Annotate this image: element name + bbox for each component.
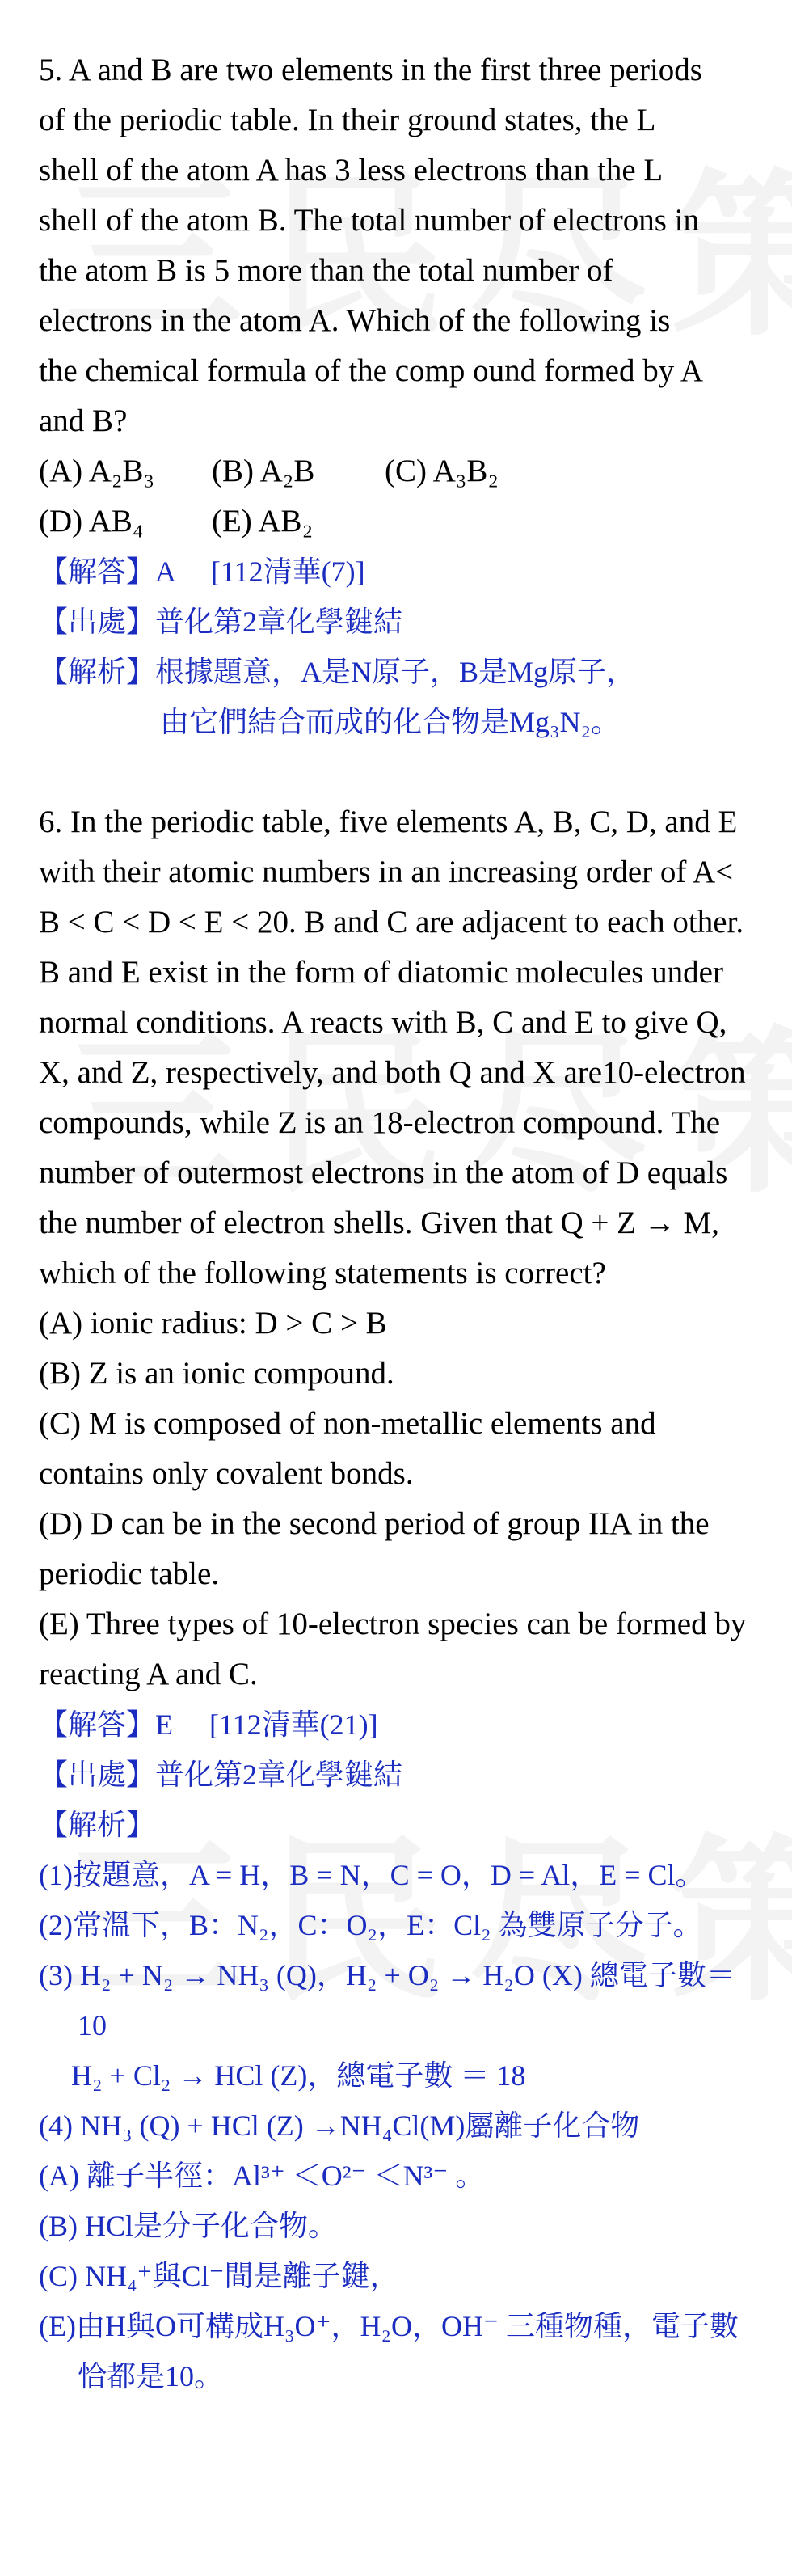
q5-option-c: (C) A₃B₂: [385, 454, 499, 488]
q5-line: electrons in the atom A. Which of the following is: [39, 303, 671, 338]
q6-step: (A) 離子半徑：Al³⁺ ＜O²⁻ ＜N³⁻ 。: [39, 2160, 485, 2192]
q6-option-e: (E) Three types of 10-electron species can be formed by reacting A and C.: [39, 1607, 747, 1691]
q5-answer: 【解答】A [112清華(7)]: [39, 555, 365, 588]
q6-step: (C) NH₄⁺與Cl⁻間是離子鍵，: [39, 2260, 399, 2292]
q6-step: (2)常溫下，B：N₂，C：O₂，E：Cl₂ 為雙原子分子。: [39, 1909, 702, 1941]
q6-stem: 6. In the periodic table, five elements A, B, C, D, and E with their atomic numbers in an increasing order of A< B < C < D < E < 20. B and C are adjacent to each other. B and E exist in the form of diatomic molecules under normal conditions. A reacts with B, C and E to give Q, X, and Z, respectively, and both Q and X are10-electron compounds, while Z is an 18-electron compound. The number of outermost electrons in the atom of D equals the number of electron shells. Given that Q + Z → M, which of the following statements is correct?: [39, 804, 746, 1290]
question-6: [39, 797, 750, 1700]
q5-option-a: (A) A₂B₃: [39, 454, 155, 488]
q6-step: (E)由H與O可構成H₃O⁺，H₂O，OH⁻ 三種物種，電子數恰都是10。: [39, 2310, 739, 2392]
q6-solution: [39, 1700, 750, 2401]
q5-line: and B?: [39, 403, 128, 438]
q5-line: 5. A and B are two elements in the first three periods: [39, 53, 702, 87]
q6-option-d: (D) D can be in the second period of group IIA in the periodic table.: [39, 1506, 710, 1591]
q5-line: the atom B is 5 more than the total number of: [39, 253, 613, 288]
q5-analysis: 【解析】根據題意，A是N原子，B是Mg原子，: [39, 656, 636, 688]
q5-solution: [39, 547, 750, 747]
q5-option-d: (D) AB₄: [39, 504, 144, 538]
q6-option-c: (C) M is composed of non-metallic elements and contains only covalent bonds.: [39, 1406, 656, 1491]
q6-step: H₂ + Cl₂ → HCl (Z)，總電子數 ＝ 18: [71, 2059, 526, 2092]
q6-analysis-label: 【解析】: [39, 1809, 156, 1841]
q5-options-row: [39, 446, 750, 496]
q5-line: the chemical formula of the comp ound formed by A: [39, 353, 704, 388]
q6-step: (4) NH₃ (Q) + HCl (Z) →NH₄Cl(M)屬離子化合物: [39, 2109, 640, 2142]
q6-source: 【出處】普化第2章化學鍵結: [39, 1759, 403, 1791]
q6-answer: 【解答】E [112清華(21)]: [39, 1708, 378, 1741]
question-5: [39, 45, 750, 547]
q6-option-a: (A) ionic radius: D > C > B: [39, 1306, 387, 1341]
q5-options-row: [39, 496, 750, 547]
q5-analysis-cont: 由它們結合而成的化合物是Mg₃N₂。: [160, 706, 621, 738]
spacer: [39, 747, 750, 797]
q5-line: of the periodic table. In their ground states, the L: [39, 103, 656, 137]
q5-source: 【出處】普化第2章化學鍵結: [39, 606, 403, 638]
q6-step: (3) H₂ + N₂ → NH₃ (Q)，H₂ + O₂ → H₂O (X) 總電子數＝10: [39, 1959, 735, 2042]
q6-step: (B) HCl是分子化合物。: [39, 2210, 338, 2242]
q5-option-b: (B) A₂B: [212, 454, 315, 488]
q5-option-e: (E) AB₂: [212, 504, 314, 538]
q6-step: (1)按題意，A = H，B = N，C = O，D = Al，E = Cl。: [39, 1859, 705, 1891]
q5-line: shell of the atom B. The total number of electrons in: [39, 203, 700, 238]
q5-line: shell of the atom A has 3 less electrons than the L: [39, 153, 664, 188]
document: [39, 45, 750, 2401]
q6-option-b: (B) Z is an ionic compound.: [39, 1356, 394, 1391]
